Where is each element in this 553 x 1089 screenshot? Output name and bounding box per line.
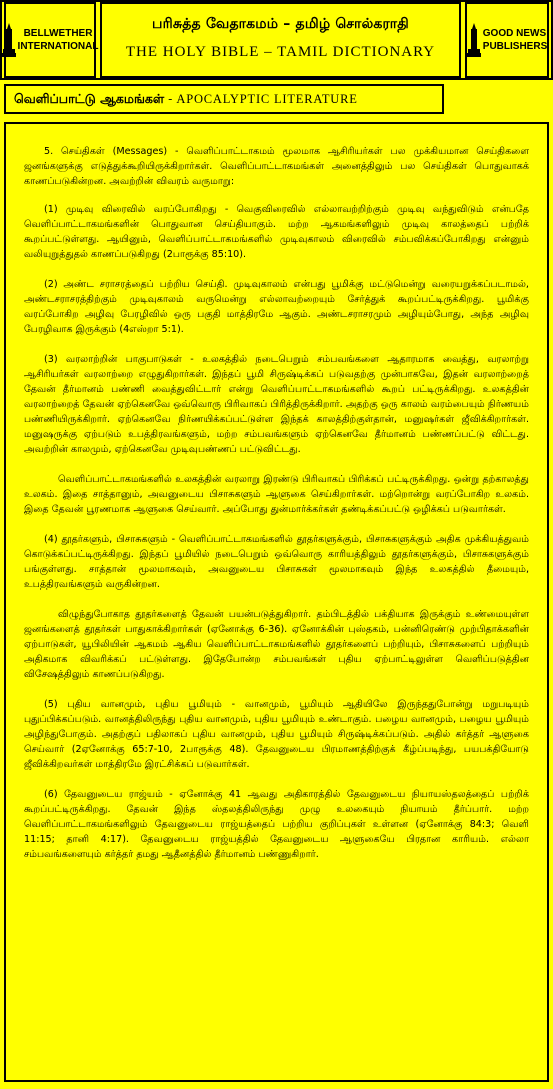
logo-right-line2: PUBLISHERS [482, 41, 548, 52]
article-body [4, 122, 549, 1082]
paragraph-3-history: (3) வரலாற்றின் பாகுபாடுகள் - உலகத்தில் நடைபெறும் சம்பவங்களை ஆதாரமாக வைத்து, வரலாற்று ஆசிரியர்கள் வரலாற்றை எழுதுகிறார்கள். இந்தப் பூமி சிருஷ்டிக்கப் படுவதற்கு முன்பாகவே, இதன் வரலாற்றைத் தேவன் தீர்மானம் பண்ணி வைத்துவிட்டார் என்று வெளிப்பாட்டாகமங்களில் கூறப் பட்டிருக்கிறது. உலகத்தின் வரலாற்றைத் தேவன் ஏற்கெனவே ஒவ்வொரு பிரிவாகப் பிரித்திருக்கிறார். அதற்கு ஒரு காலம் வரம்பையும் நிர்ணயம் பண்ணியிருக்கிறார். ஏற்கெனவே நிர்ணயிக்கப்பட்டுள்ள இந்தக் காலத்திற்குள்தான், மனுஷர்கள் ஜீவிக்கிறார்கள். மனுஷருக்கு ஏற்படும் உபத்திரவங்களும், மற்ற சம்பவங்களும் ஏற்கெனவே தீர்மானம் பண்ணப்பட்டு விட்டது. அவற்றின் காலமும், ஏற்கெனவே முடிவுபண்ணப் பட்டுவிட்டது. [24, 354, 529, 455]
logo-right-line1: GOOD NEWS [482, 28, 547, 39]
paragraph-6-kingdom-of-god: (6) தேவனுடைய ராஜ்யம் - ஏனோக்கு 41 ஆவது அதிகாரத்தில் தேவனுடைய நியாயஸ்தலத்தைப் பற்றிக் கூறப்பட்டிருக்கிறது. தேவன் இந்த ஸ்தலத்திலிருந்து முழு உலகையும் நியாயம் தீர்ப்பார். மற்ற வெளிப்பாட்டாகமங்களிலும் தேவனுடைய ராஜ்யத்தைப் பற்றிய குறிப்புகள் உள்ளன (ஏனோக்கு 84:3; வெளி 11:15; தானி 4:17). தேவனுடைய ராஜ்யத்தில் தேவனுடைய ஆளுகையே பிரதான காரியம். எல்லா சம்பவங்களையும் கர்த்தர் தமது ஆதீனத்தில் தீர்மானம் பண்ணுகிறார். [24, 789, 529, 860]
paragraph-2-cosmic: (2) அண்ட சராசரத்தைப் பற்றிய செய்தி. முடிவுகாலம் என்பது பூமிக்கு மட்டுமென்று வரையறுக்கப்படாமல், அண்டசராசரத்திற்கும் முடிவுகாலம் வருமென்று எல்லாவற்றையும் சேர்த்துக் கூறப்பட்டிருக்கிறது. பூமிக்கு வரப்போகிற அழிவு பேரழிவில் ஒரு பகுதி மாத்திரமே ஆகும். அண்டசராசரமும் அழியும்போது, அந்த அழிவு பேரழிவாக இருக்கும் (4எஸ்றா 5:1). [24, 279, 529, 335]
paragraph-messages-intro: 5. செய்திகள் (Messages) - வெளிப்பாட்டாகமம் மூலமாக ஆசிரியர்கள் பல முக்கியமான செய்திகளை ஜனங்களுக்கு எடுத்துக்கூறியிருக்கிறார்கள். வெளிப்பாட்டாகமங்கள் அனைத்திலும் பல செய்திகள் பொதுவாகக் காணப்படுகின்றன. அவற்றின் விவரம் வருமாறு: [24, 146, 529, 187]
paragraph-3-two-ages: வெளிப்பாட்டாகமங்களில் உலகத்தின் வரலாறு இரண்டு பிரிவாகப் பிரிக்கப் பட்டிருக்கிறது. ஒன்று தற்காலத்து உலகம். இதை சாத்தானும், அவனுடைய பிசாசுகளும் ஆளுகை செய்கிறார்கள். மற்றொன்று வரப்போகிற உலகம். இதை தேவன் பூரணமாக ஆளுகை செய்வார். அப்போது துன்மார்க்கர்கள் தண்டிக்கப்பட்டு ஒழிக்கப் படுவார்கள். [24, 474, 529, 515]
paragraph-4-unfallen-angels: விழுந்துபோகாத தூதர்களைத் தேவன் பயன்படுத்துகிறார். தம்பிடத்தில் பக்தியாக இருக்கும் உண்மையுள்ள ஜனங்களைத் தூதர்கள் பாதுகாக்கிறார்கள் (ஏனோக்கு 6-36). ஏனோக்கின் புஸ்தகம், பன்னிரெண்டு முற்பிதாக்களின் ஏற்பாடுகள், யூபிலியின் ஆகமம் ஆகிய வெளிப்பாட்டாகமங்களில் தூதர்களைப் பற்றியும், பிசாசுகளைப் பற்றியும் அதிகமாக விவரிக்கப் பட்டுள்ளது. இதேபோன்ற சம்பவங்கள் புதிய ஏற்பாட்டிலுள்ள வெளிப்படுத்தின விசேஷத்திலும் காணப்படுகிறது. [24, 609, 529, 680]
publisher-logo-right [465, 2, 549, 78]
publisher-logo-left [4, 2, 99, 78]
logo-left-line2: INTERNATIONAL [17, 41, 99, 52]
book-tower-icon [467, 23, 481, 57]
logo-left-line1: BELLWETHER [23, 28, 93, 39]
book-tower-icon [2, 23, 16, 57]
title-tamil: பரிசுத்த வேதாகமம் – தமிழ் சொல்கராதி [152, 16, 409, 32]
section-heading [4, 84, 444, 114]
paragraph-4-angels-demons: (4) தூதர்களும், பிசாசுகளும் - வெளிப்பாட்டாகமங்களில் தூதர்களுக்கும், பிசாசுகளுக்கும் அதிக முக்கியத்துவம் கொடுக்கப்பட்டிருக்கிறது. இந்தப் பூமியில் நடைபெறும் ஒவ்வொரு காரியத்திலும் தூதர்களுக்கும், பிசாசுகளுக்கும் பங்குள்ளது. சாத்தான் மூலமாகவும், அவனுடைய பிசாசுகள் மூலமாகவும் இந்த உலகத்தில் தீமையும், உபத்திரவங்களும் வருகின்றன. [24, 534, 529, 590]
paragraph-1-end-near: (1) முடிவு விரைவில் வரப்போகிறது - வெகுவிரைவில் எல்லாவற்றிற்கும் முடிவு வந்துவிடும் என்பதே வெளிப்பாட்டாகமங்களின் பொதுவான செய்தியாகும். மற்ற ஆகமங்களிலும் முடிவு காலத்தைப் பற்றிக் கூறப்பட்டுள்ளது. ஆயினும், வெளிப்பாட்டாகமங்களில் முடிவுகாலம் விரைவில் சம்பவிக்கப்போகிறது என்னும் வலியுறுத்துதல் காணப்படுகிறது (2பாரூக்கு 85:10). [24, 204, 529, 260]
title-english: THE HOLY BIBLE – TAMIL DICTIONARY [125, 44, 436, 60]
dictionary-title-block [100, 2, 461, 78]
section-title-separator: - [164, 90, 177, 106]
paragraph-5-new-heaven-earth: (5) புதிய வானமும், புதிய பூமியும் - வானமும், பூமியும் ஆதியிலே இருந்ததுபோன்று மறுபடியும் புதுப்பிக்கப்படும். வானத்திலிருந்து புதிய வானமும், புதிய பூமியும் உண்டாகும். பழைய வானமும், பழைய பூமியும் அழிந்துபோகும். அதற்குப் பதிலாகப் புதிய வானமும், புதிய பூமியும் சிருஷ்டிக்கப்படும். அதில் கர்த்தர் ஆளுகை செய்வார் (2ஏனோக்கு 65:7-10, 2பாரூக்கு 48). தேவனுடைய பிரமாணத்திற்குக் கீழ்ப்படிந்து, பயபக்தியோடு ஜீவிக்கிறவர்கள் மாத்திரமே இரட்சிக்கப் படுவார்கள். [24, 699, 529, 770]
section-title-english: APOCALYPTIC LITERATURE [176, 91, 358, 106]
section-title-tamil: வெளிப்பாட்டு ஆகமங்கள் [14, 90, 165, 106]
